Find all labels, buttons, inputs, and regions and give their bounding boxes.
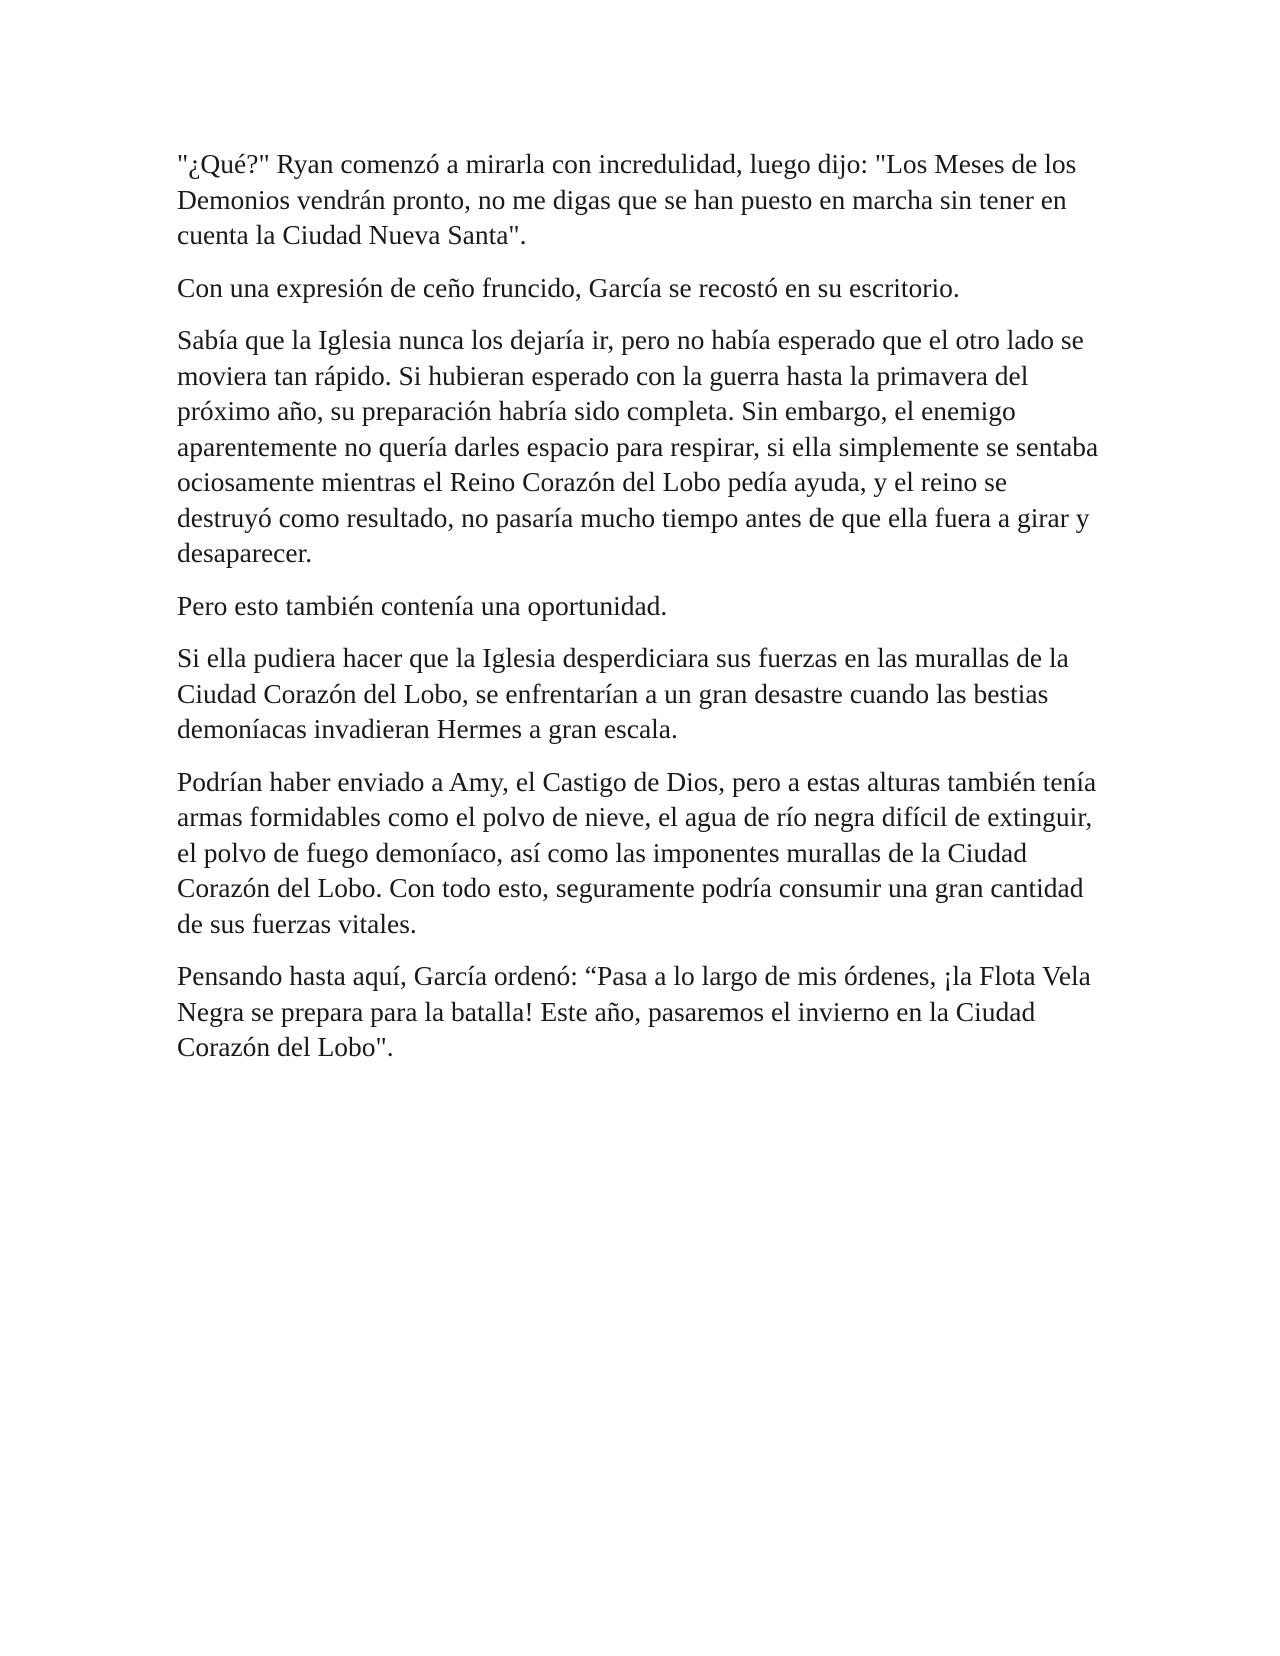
paragraph-1: "¿Qué?" Ryan comenzó a mirarla con incredulidad, luego dijo: "Los Meses de los Demonios vendrán pronto, no me digas que se han puesto en marcha sin tener en cuenta la Ciudad Nueva Santa". xyxy=(177,148,1077,250)
paragraph-4: Pero esto también contenía una oportunidad. xyxy=(177,589,668,621)
paragraph-7: Pensando hasta aquí, García ordenó: “Pasa a lo largo de mis órdenes, ¡la Flota Vela Negra se prepara para la batalla! Este año, pasaremos el invierno en la Ciudad Corazón del Lobo". xyxy=(177,960,1091,1062)
paragraph-3: Sabía que la Iglesia nunca los dejaría ir, pero no había esperado que el otro lado se moviera tan rápido. Si hubieran esperado con la guerra hasta la primavera del próximo año, su preparación habría sido completa. Sin embargo, el enemigo aparentemente no quería darles espacio para respirar, si ella simplemente se sentaba ociosamente mientras el Reino Corazón del Lobo pedía ayuda, y el reino se destruyó como resultado, no pasaría mucho tiempo antes de que ella fuera a girar y desaparecer. xyxy=(177,324,1099,568)
paragraph-5: Si ella pudiera hacer que la Iglesia desperdiciara sus fuerzas en las murallas de la Ciudad Corazón del Lobo, se enfrentarían a un gran desastre cuando las bestias demoníacas invadieran Hermes a gran escala. xyxy=(177,642,1069,744)
paragraph-2: Con una expresión de ceño fruncido, García se recostó en su escritorio. xyxy=(177,271,960,303)
paragraph-6: Podrían haber enviado a Amy, el Castigo de Dios, pero a estas alturas también tenía armas formidables como el polvo de nieve, el agua de río negra difícil de extinguir, el polvo de fuego demoníaco, así como las imponentes murallas de la Ciudad Corazón del Lobo. Con todo esto, seguramente podría consumir una gran cantidad de sus fuerzas vitales. xyxy=(177,765,1097,939)
document-body xyxy=(177,146,1107,1082)
